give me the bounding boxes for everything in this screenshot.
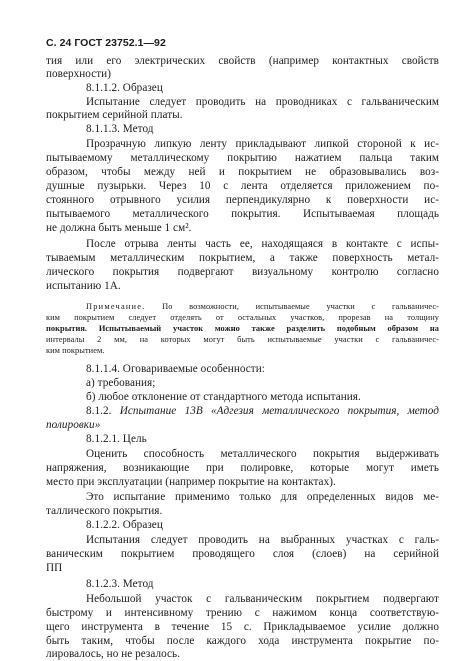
text-line: Оценить способность металлического покрытия выдерживать	[86, 448, 439, 460]
section-number: 8.1.2.	[86, 405, 120, 417]
text-line: поверхности)	[46, 68, 111, 80]
text-line: Это испытание применимо только для определенных видов ме-	[86, 491, 439, 503]
note-line: ким покрытием.	[46, 346, 105, 355]
text-line: ПП	[46, 562, 63, 574]
list-item: а) требования;	[86, 377, 156, 389]
text-line: напряжения, возникающие при полировке, которые могут иметь	[46, 462, 439, 474]
text-line: Прозрачную липкую ленту прикладывают липкой стороной к ис-	[86, 138, 439, 150]
text-line: быть таким, чтобы после каждого хода инструмента покрытие по-	[46, 635, 439, 647]
text-line: Испытания следует проводить на выбранных участках с галь-	[86, 534, 439, 546]
note-line: ким покрытием следует отделять от остальных участков, прорезав на толщину	[46, 313, 439, 322]
note-line: интервалы 2 мм, на которых могут быть испытываемые участки с гальваничес-	[46, 335, 439, 344]
text-line: После отрыва ленты часть ее, находящаяся в контакте с испы-	[86, 238, 439, 250]
note-line	[86, 301, 439, 312]
note-line: покрытия. Испытываемый участок можно также разделить подобным образом на	[46, 324, 439, 333]
text-line: таллического покрытия.	[46, 505, 163, 517]
text-line: щего инструмента в течение 15 с. Прикладываемое усилие должно	[46, 621, 439, 633]
text-line: душные пузырьки. Через 10 с лента отделяется приложением по-	[46, 180, 439, 192]
text-line: лического покрытия подвергают визуальному контролю согласно	[46, 266, 439, 278]
section-heading: 8.1.1.2. Образец	[86, 82, 163, 94]
text-line: быстрому и интенсивному трению с нажимом конца соответствую-	[46, 607, 439, 619]
text-line: Испытание следует проводить на проводниках с гальваническим	[86, 96, 439, 108]
list-item: б) любое отклонение от стандартного метода испытания.	[86, 391, 361, 403]
section-heading: 8.1.2.2. Образец	[86, 519, 163, 531]
text-line: тия или его электрических свойств (например контактных свойств	[46, 55, 439, 67]
text-line: тываемым металлическим покрытием, а также поверхность метал-	[46, 252, 439, 264]
section-heading: 8.1.2.3. Метод	[86, 578, 154, 590]
text-line: ваническим покрытием проводящего слоя (слоев) на серийной	[46, 548, 439, 560]
section-title-cont: полировки»	[46, 419, 101, 431]
note-label: Примечание.	[86, 302, 146, 311]
text-line: стоянного отрывного усилия перпендикулярно к поверхности ис-	[46, 194, 439, 206]
text-line: не должна быть меньше 1 см².	[46, 222, 192, 234]
text-line: испытанию 1А.	[46, 280, 121, 292]
text-line: лировалось, но не резалось.	[46, 648, 181, 660]
text-line: Небольшой участок с гальваническим покрытием подвергают	[86, 593, 439, 605]
text-line: покрытием серийной платы.	[46, 109, 183, 121]
text-line: место при эксплуатации (например покрытие на контактах).	[46, 476, 336, 488]
section-heading: 8.1.1.4. Оговариваемые особенности:	[86, 363, 265, 375]
section-heading: 8.1.2.1. Цель	[86, 433, 147, 445]
text-line: образом, чтобы между ней и покрытием не образовывались воз-	[46, 166, 439, 178]
text-line: пытываемого металлического покрытия. Испытываемая площадь	[46, 208, 439, 220]
note-text: По возможности, испытываемые участки с гальваничес-	[162, 302, 439, 311]
text-line: пытываемому металлическому покрытию нажатием пальца таким	[46, 152, 439, 164]
section-title	[86, 404, 439, 418]
section-title-text: Испытание 13В «Адгезия металлического покрытия, метод	[119, 405, 439, 417]
page-header: С. 24 ГОСТ 23752.1—92	[46, 37, 166, 49]
section-heading: 8.1.1.3. Метод	[86, 123, 154, 135]
